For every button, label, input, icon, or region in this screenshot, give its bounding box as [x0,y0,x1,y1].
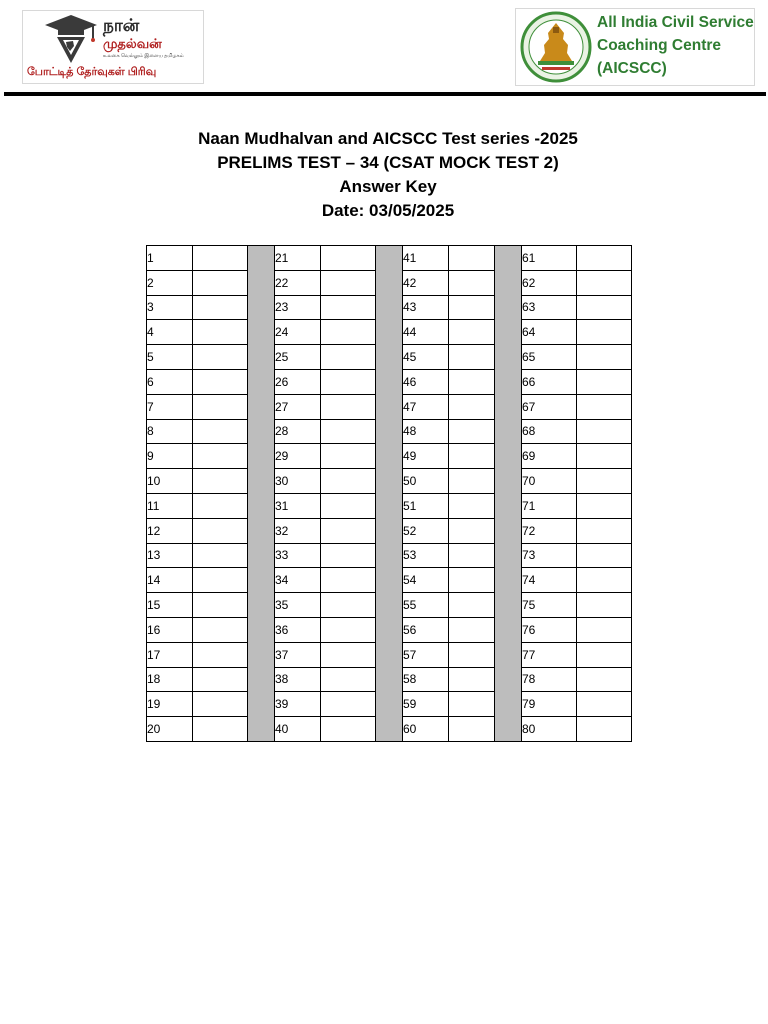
question-number: 26 [275,369,321,394]
question-number: 29 [275,444,321,469]
answer-cell [321,419,376,444]
answer-cell [193,617,248,642]
question-number: 5 [147,345,193,370]
answer-cell [449,345,495,370]
answer-cell [577,692,632,717]
answer-cell [321,394,376,419]
answer-cell [577,717,632,742]
question-number: 59 [403,692,449,717]
question-number: 74 [522,568,577,593]
answer-cell [577,270,632,295]
column-separator [495,246,522,742]
question-number: 34 [275,568,321,593]
question-number: 21 [275,246,321,271]
answer-cell [193,692,248,717]
question-number: 14 [147,568,193,593]
question-number: 27 [275,394,321,419]
answer-cell [449,717,495,742]
question-number: 55 [403,593,449,618]
answer-cell [321,617,376,642]
answer-cell [449,518,495,543]
answer-cell [577,295,632,320]
question-number: 54 [403,568,449,593]
question-number: 11 [147,493,193,518]
answer-cell [193,270,248,295]
answer-cell [577,617,632,642]
question-number: 30 [275,469,321,494]
question-number: 72 [522,518,577,543]
table-row [147,246,632,271]
question-number: 25 [275,345,321,370]
question-number: 7 [147,394,193,419]
answer-cell [321,667,376,692]
answer-cell [193,246,248,271]
question-number: 9 [147,444,193,469]
answer-cell [321,295,376,320]
answer-cell [321,320,376,345]
answer-cell [321,543,376,568]
answer-cell [449,394,495,419]
answer-cell [193,593,248,618]
question-number: 18 [147,667,193,692]
answer-cell [449,617,495,642]
question-number: 79 [522,692,577,717]
question-number: 36 [275,617,321,642]
answer-cell [321,246,376,271]
answer-cell [577,444,632,469]
answer-cell [577,593,632,618]
question-number: 44 [403,320,449,345]
answer-cell [321,717,376,742]
question-number: 73 [522,543,577,568]
answer-cell [449,593,495,618]
answer-cell [321,593,376,618]
answer-cell [193,320,248,345]
question-number: 17 [147,642,193,667]
question-number: 8 [147,419,193,444]
question-number: 58 [403,667,449,692]
answer-cell [577,518,632,543]
answer-cell [321,568,376,593]
answer-cell [193,394,248,419]
question-number: 12 [147,518,193,543]
question-number: 37 [275,642,321,667]
answer-cell [193,717,248,742]
question-number: 66 [522,369,577,394]
question-number: 32 [275,518,321,543]
question-number: 78 [522,667,577,692]
question-number: 76 [522,617,577,642]
question-number: 67 [522,394,577,419]
answer-cell [449,320,495,345]
question-number: 50 [403,469,449,494]
question-number: 45 [403,345,449,370]
question-number: 19 [147,692,193,717]
answer-cell [449,270,495,295]
answer-cell [577,568,632,593]
question-number: 22 [275,270,321,295]
answer-cell [449,444,495,469]
header-divider [4,92,766,96]
answer-cell [577,369,632,394]
question-number: 51 [403,493,449,518]
answer-cell [321,642,376,667]
question-number: 33 [275,543,321,568]
question-number: 69 [522,444,577,469]
answer-cell [449,543,495,568]
answer-cell [321,345,376,370]
answer-cell [577,493,632,518]
question-number: 57 [403,642,449,667]
answer-cell [449,295,495,320]
answer-cell [193,543,248,568]
question-number: 13 [147,543,193,568]
answer-cell [577,320,632,345]
question-number: 53 [403,543,449,568]
naan-mudhalvan-logo [22,10,204,84]
question-number: 24 [275,320,321,345]
answer-cell [449,493,495,518]
logo-title: நான் [103,16,140,35]
logo-subtitle: முதல்வன் [103,36,162,51]
answer-cell [449,692,495,717]
heading-date: Date: 03/05/2025 [321,201,455,220]
question-number: 48 [403,419,449,444]
answer-cell [449,568,495,593]
question-number: 68 [522,419,577,444]
question-number: 39 [275,692,321,717]
answer-cell [577,394,632,419]
answer-cell [449,419,495,444]
answer-cell [193,469,248,494]
answer-cell [577,246,632,271]
answer-cell [193,369,248,394]
question-number: 60 [403,717,449,742]
answer-cell [577,345,632,370]
answer-cell [449,667,495,692]
answer-cell [321,369,376,394]
question-number: 15 [147,593,193,618]
question-number: 1 [147,246,193,271]
question-number: 6 [147,369,193,394]
answer-cell [577,667,632,692]
answer-cell [321,692,376,717]
answer-cell [321,444,376,469]
question-number: 61 [522,246,577,271]
answer-cell [577,543,632,568]
question-number: 3 [147,295,193,320]
answer-cell [193,493,248,518]
answer-cell [577,469,632,494]
tamil-nadu-emblem-icon [520,11,592,83]
question-number: 63 [522,295,577,320]
answer-cell [193,642,248,667]
logo-line-1: All India Civil Service [597,14,754,31]
question-number: 10 [147,469,193,494]
document-heading [0,127,768,223]
heading-series: Naan Mudhalvan and AICSCC Test series -2025 [198,129,578,148]
question-number: 23 [275,295,321,320]
question-number: 43 [403,295,449,320]
answer-cell [193,568,248,593]
answer-cell [321,469,376,494]
question-number: 35 [275,593,321,618]
question-number: 2 [147,270,193,295]
answer-cell [193,295,248,320]
answer-cell [193,419,248,444]
answer-cell [321,518,376,543]
logo-line-2: Coaching Centre [597,37,722,54]
answer-cell [577,419,632,444]
question-number: 47 [403,394,449,419]
answer-cell [449,246,495,271]
logo-tagline: உலகை வெல்லும் இளைய தமிழகம் [103,53,184,59]
answer-cell [321,493,376,518]
question-number: 28 [275,419,321,444]
question-number: 71 [522,493,577,518]
question-number: 80 [522,717,577,742]
logo-line-3: (AICSCC) [597,60,667,77]
heading-test: PRELIMS TEST – 34 (CSAT MOCK TEST 2) [217,153,559,172]
question-number: 41 [403,246,449,271]
answer-cell [449,369,495,394]
question-number: 64 [522,320,577,345]
answer-cell [321,270,376,295]
question-number: 70 [522,469,577,494]
question-number: 46 [403,369,449,394]
logo-division: போட்டித் தேர்வுகள் பிரிவு [27,66,157,78]
graduation-cap-icon [43,13,99,69]
answer-cell [449,642,495,667]
answer-cell [193,345,248,370]
question-number: 38 [275,667,321,692]
heading-answer-key: Answer Key [339,177,437,196]
answer-cell [449,469,495,494]
question-number: 4 [147,320,193,345]
question-number: 20 [147,717,193,742]
question-number: 77 [522,642,577,667]
question-number: 31 [275,493,321,518]
answer-cell [577,642,632,667]
question-number: 62 [522,270,577,295]
question-number: 56 [403,617,449,642]
answer-cell [193,667,248,692]
answer-key-table [146,245,632,742]
question-number: 52 [403,518,449,543]
question-number: 40 [275,717,321,742]
column-separator [376,246,403,742]
column-separator [248,246,275,742]
answer-cell [193,444,248,469]
question-number: 49 [403,444,449,469]
aicscc-logo [515,8,755,86]
question-number: 16 [147,617,193,642]
question-number: 65 [522,345,577,370]
question-number: 42 [403,270,449,295]
question-number: 75 [522,593,577,618]
answer-cell [193,518,248,543]
